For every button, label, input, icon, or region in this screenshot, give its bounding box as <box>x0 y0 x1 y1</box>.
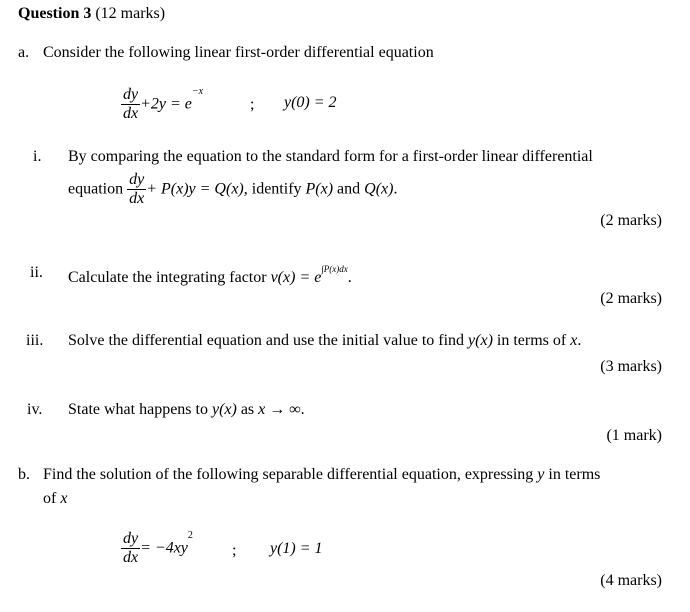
sub-i-text: By comparing the equation to the standard form for a first-order linear differential <box>68 148 593 165</box>
question-header <box>18 5 165 23</box>
derivative-fraction: $\frac{dy}{dx}$ <box>123 85 139 122</box>
sub-ii-text: Calculate the integrating factor $v(x) = e^{\int P(x)dx}$. <box>68 264 352 286</box>
part-a-equation: $\frac{dy}{dx}$ $+2y = e^{-x}$ <box>123 85 204 122</box>
question-marks: (12 marks) <box>95 5 166 22</box>
sub-iii-text: Solve the differential equation and use the initial value to find y(x) in terms of x. <box>68 332 582 349</box>
sub-iv-marks: (1 mark) <box>606 427 662 444</box>
standard-form-fraction: $\frac{dy}{dx}$ <box>129 171 145 207</box>
sub-label-iv: iv. <box>27 401 43 418</box>
question-title: Question 3 <box>18 5 92 22</box>
part-b-text: Find the solution of the following separable differential equation, expressing y in terms <box>43 466 601 483</box>
derivative-fraction-b: $\frac{dy}{dx}$ <box>123 529 139 566</box>
sub-label-iii: iii. <box>26 332 44 349</box>
separator-b: ; <box>232 542 237 559</box>
sub-label-i: i. <box>33 148 42 165</box>
part-b-letter: b. <box>18 466 30 483</box>
part-a-intro: Consider the following linear first-order differential equation <box>43 44 434 61</box>
part-b-marks: (4 marks) <box>600 572 662 589</box>
part-a-letter: a. <box>18 44 30 61</box>
sub-i-marks: (2 marks) <box>600 212 662 229</box>
sub-label-ii: ii. <box>30 264 43 281</box>
part-b-equation: $\frac{dy}{dx}$ = $-4xy^2$ <box>123 529 193 566</box>
separator: ; <box>250 96 255 113</box>
initial-condition: y(0) = 2 <box>284 94 337 111</box>
sub-iv-text: State what happens to y(x) as x → ∞. <box>68 401 305 418</box>
sub-ii-marks: (2 marks) <box>600 290 662 307</box>
sub-iii-marks: (3 marks) <box>600 358 662 375</box>
part-b-text-line2: of x <box>43 490 68 507</box>
sub-i-line2: equation $\frac{dy}{dx}$ + P(x)y = Q(x), identify P(x) and Q(x). <box>68 171 398 207</box>
initial-condition-b: y(1) = 1 <box>270 540 323 557</box>
